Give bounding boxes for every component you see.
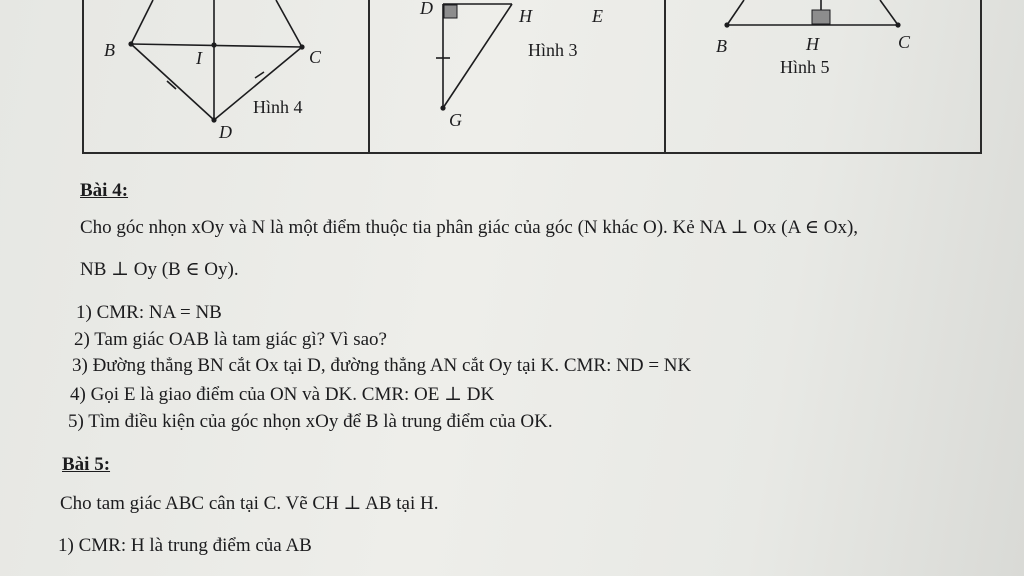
label-g: G: [449, 110, 462, 130]
label-c: C: [898, 32, 911, 52]
bai-5-intro: Cho tam giác ABC cân tại C. Vẽ CH ⊥ AB tại H.: [60, 493, 439, 514]
figure-3-caption: Hình 3: [528, 40, 578, 60]
label-d: D: [420, 0, 433, 18]
bai-4-item: 2) Tam giác OAB là tam giác gì? Vì sao?: [74, 329, 387, 350]
figure-4-caption: Hình 4: [253, 97, 303, 117]
label-c: C: [309, 47, 322, 67]
label-h: H: [519, 6, 532, 26]
point-i: [211, 42, 216, 47]
bai-4-item: 3) Đường thẳng BN cắt Ox tại D, đường thẳng AN cắt Oy tại K. CMR: ND = NK: [72, 355, 692, 376]
bai-4-item: 1) CMR: NA = NB: [76, 302, 222, 323]
label-i: I: [196, 48, 202, 68]
figures-drawing: [0, 0, 1024, 160]
point-d: [211, 117, 216, 122]
label-h: H: [806, 34, 819, 54]
bai-5-item: 1) CMR: H là trung điểm của AB: [58, 535, 312, 556]
point-c: [299, 44, 304, 49]
label-e: E: [592, 6, 603, 26]
label-d: D: [219, 122, 232, 142]
bai-4-heading: Bài 4:: [80, 180, 129, 201]
figure-3: [436, 4, 512, 108]
label-b: B: [716, 36, 727, 56]
right-angle-mark: [812, 10, 830, 24]
point-g: [440, 105, 445, 110]
right-angle-mark: [444, 5, 457, 18]
label-b: B: [104, 40, 115, 60]
point-b: [724, 22, 729, 27]
bai-4-intro: Cho góc nhọn xOy và N là một điểm thuộc tia phân giác của góc (N khác O). Kẻ NA ⊥ Ox (A ∈ Ox),: [80, 217, 859, 238]
bai-5-heading: Bài 5:: [62, 454, 111, 475]
bai-4-item: 4) Gọi E là giao điểm của ON và DK. CMR: OE ⊥ DK: [70, 384, 495, 405]
point-b: [128, 41, 133, 46]
bai-4-intro-continued: NB ⊥ Oy (B ∈ Oy).: [80, 259, 239, 280]
bai-4-item: 5) Tìm điều kiện của góc nhọn xOy để B là trung điểm của OK.: [68, 411, 553, 432]
figure-5-caption: Hình 5: [780, 57, 830, 77]
point-c: [895, 22, 900, 27]
